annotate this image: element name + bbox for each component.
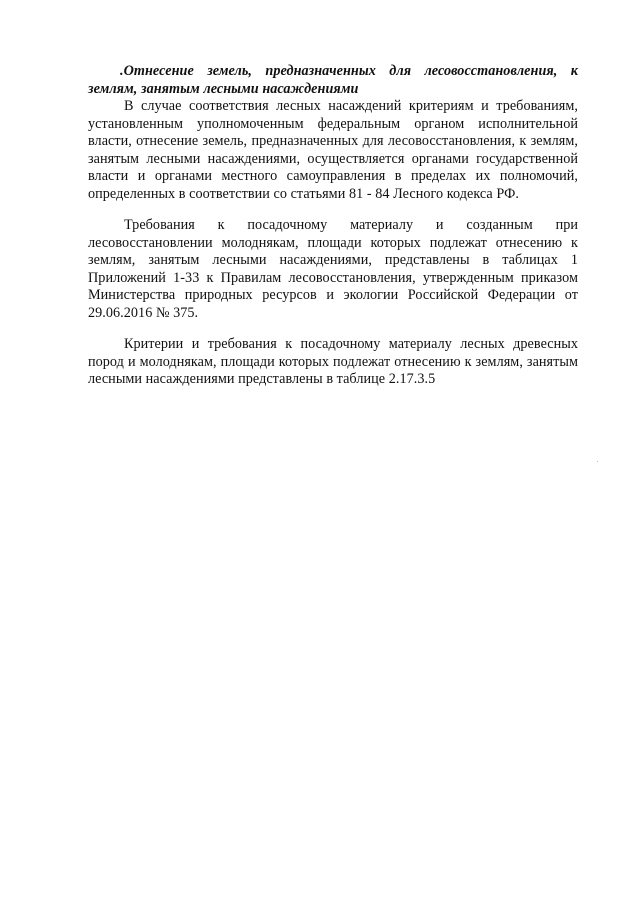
paragraph-criteria-table-reference: Критерии и требования к посадочному материалу лесных древесных пород и молоднякам, площади которых подлежат отнесению к землям, занятым лесными насаждениями представлены в таблице 2.17.3.5 [88,336,578,387]
section-heading: .Отнесение земель, предназначенных для лесовосстановления, к землям, занятым лесными насаждениями [88,63,578,97]
paragraph-land-reclassification: В случае соответствия лесных насаждений критериям и требованиям, установленным уполномоченным федеральным органом исполнительной власти, отнесение земель, предназначенных для лесовосстановления, к землям, занятым лесными насаждениями, осуществляется органами государственной власти и органами местного самоуправления в пределах их полномочий, определенных в соответствии со статьями 81 - 84 Лесного кодекса РФ. [88,98,578,202]
document-body [88,63,578,389]
scan-speck [597,461,598,462]
paragraph-seedling-requirements: Требования к посадочному материалу и созданным при лесовосстановлении молоднякам, площади которых подлежат отнесению к землям, занятым лесными насаждениями, представлены в таблицах 1 Приложений 1-33 к Правилам лесовосстановления, утвержденным приказом Министерства природных ресурсов и экологии Российской Федерации от 29.06.2016 № 375. [88,217,578,321]
